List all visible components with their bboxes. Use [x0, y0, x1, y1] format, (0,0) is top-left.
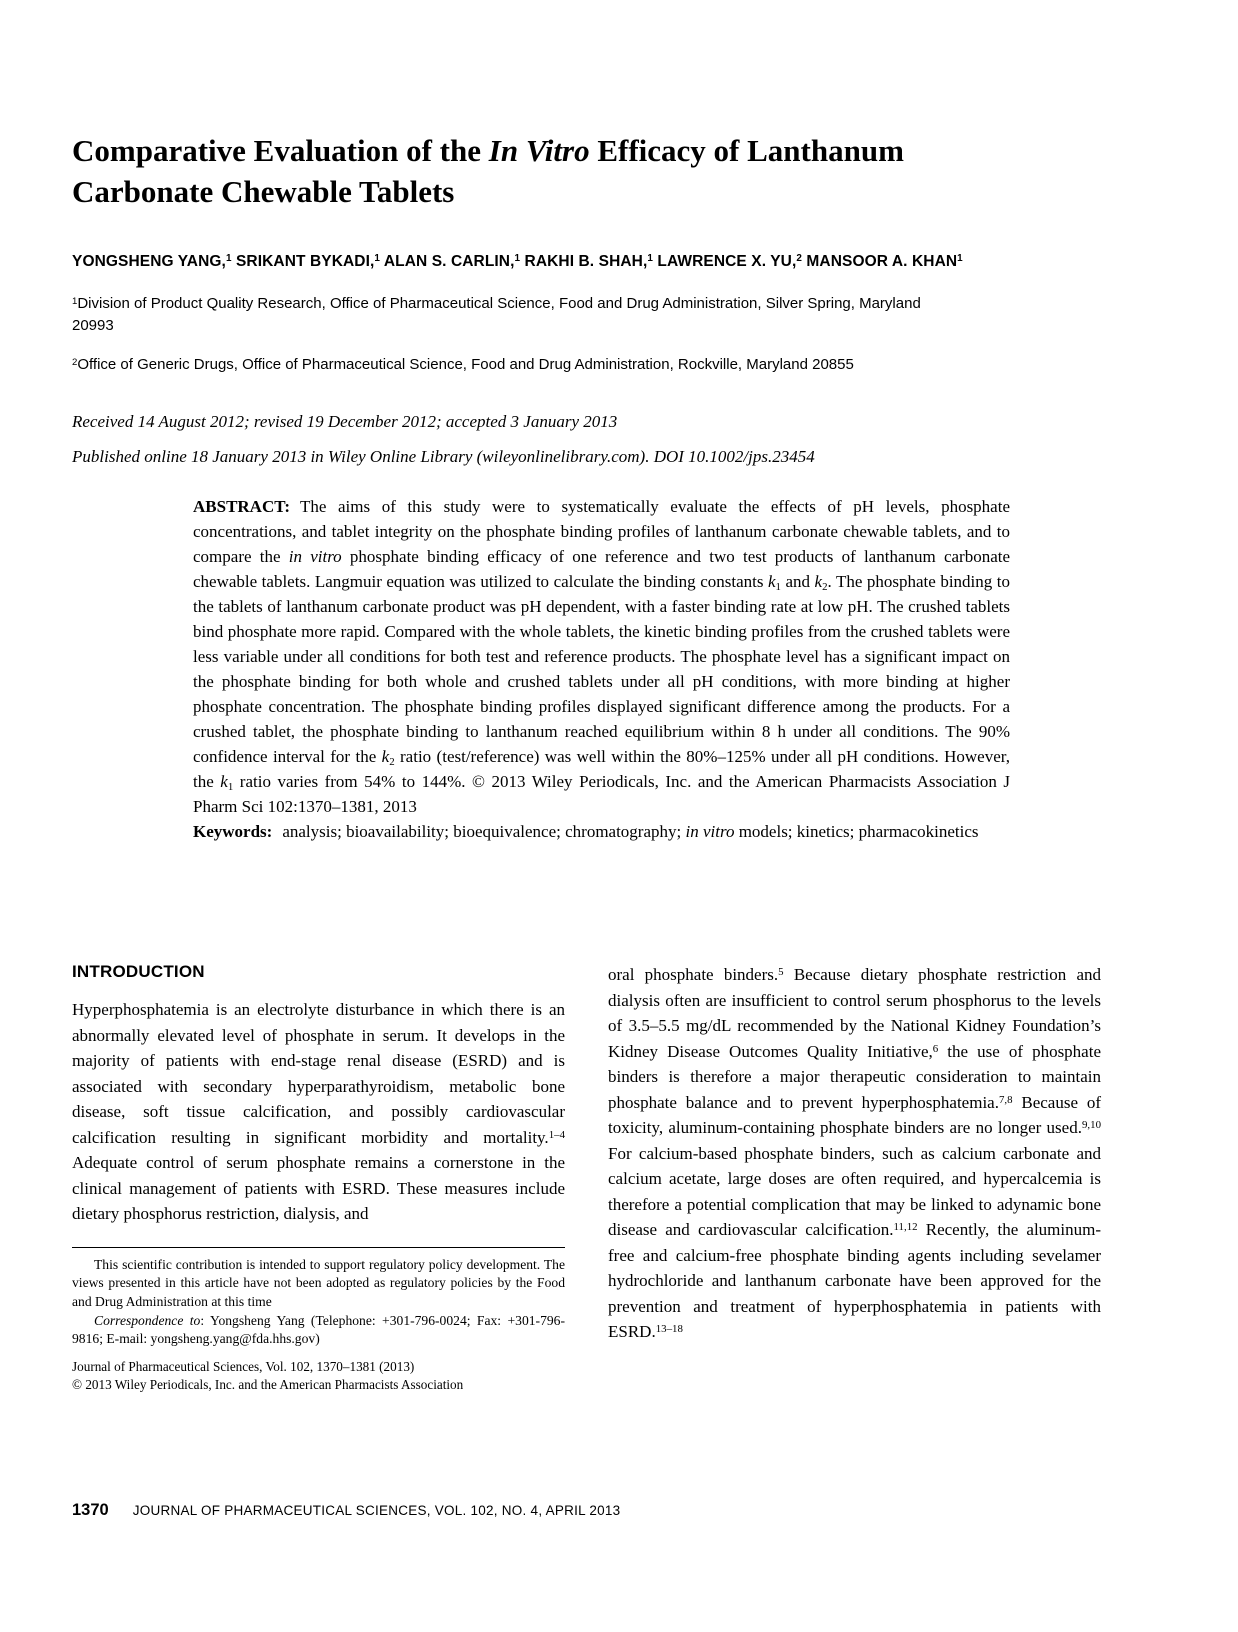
- abstract-section: [193, 494, 1010, 819]
- footer-journal-info: JOURNAL OF PHARMACEUTICAL SCIENCES, VOL. 102, NO. 4, APRIL 2013: [132, 1503, 621, 1518]
- footnote-journal-line: Journal of Pharmaceutical Sciences, Vol. 102, 1370–1381 (2013): [72, 1358, 415, 1374]
- page-footer: [72, 1501, 620, 1520]
- right-column: [608, 962, 1101, 1393]
- footnote-copyright-line: © 2013 Wiley Periodicals, Inc. and the American Pharmacists Association: [72, 1376, 464, 1392]
- two-column-body: [72, 962, 1102, 1393]
- keywords-section: [193, 819, 1010, 844]
- footnote-block: [72, 1247, 565, 1394]
- introduction-heading: INTRODUCTION: [72, 962, 205, 982]
- intro-paragraph-right: oral phosphate binders.$^5$ Because dietary phosphate restriction and dialysis often are insufficient to control serum phosphorus to the levels of 3.5–5.5 mg/dL recommended by the National Kidney Foundation’s Kidney Disease Outcomes Quality Initiative,$^6$ the use of phosphate binders is therefore a major therapeutic consideration to maintain phosphate balance and to prevent hyperphosphatemia.$^{7,8}$ Because of toxicity, aluminum-containing phosphate binders are no longer used.$^{9,10}$ For calcium-based phosphate binders, such as calcium carbonate and calcium acetate, large doses are often required, and hypercalcemia is therefore a potential complication that may be linked to adynamic bone disease and cardiovascular calcification.$^{11,12}$ Recently, the aluminum-free and calcium-free phosphate binding agents including sevelamer hydrochloride and lanthanum carbonate have been approved for the prevention and treatment of hyperphosphatemia in patients with ESRD.$^{13-18}$: [608, 965, 1102, 1342]
- abstract-label: ABSTRACT:: [193, 497, 290, 517]
- published-online-doi-line: Published online 18 January 2013 in Wiley Online Library (wileyonlinelibrary.com). DOI 10.1002/jps.23454: [72, 447, 815, 467]
- intro-paragraph-left: Hyperphosphatemia is an electrolyte disturbance in which there is an abnormally elevated level of phosphate in serum. It develops in the majority of patients with end-stage renal disease (ESRD) and is associated with secondary hyperparathyroidism, metabolic bone disease, soft tissue calcification, and possibly cardiovascular calcification resulting in significant morbidity and mortality.$^{1-4}$ Adequate control of serum phosphate remains a cornerstone in the clinical management of patients with ESRD. These measures include dietary phosphorus restriction, dialysis, and: [72, 1000, 565, 1224]
- authors-line: YONGSHENG YANG,$^1$ SRIKANT BYKADI,$^1$ ALAN S. CARLIN,$^1$ RAKHI B. SHAH,$^1$ LAWRENCE X. YU,$^2$ MANSOOR A. KHAN$^1$: [72, 252, 963, 270]
- footnote-divider: [72, 1247, 565, 1248]
- affiliation-1: $^1$Division of Product Quality Research, Office of Pharmaceutical Science, Food and Drug Administration, Silver Spring, Maryland 20993: [72, 294, 921, 335]
- abstract-text: The aims of this study were to systematically evaluate the effects of pH levels, phosphate concentrations, and tablet integrity on the phosphate binding profiles of lanthanum carbonate chewable tablets, and to compare the in vitro phosphate binding efficacy of one reference and two test products of lanthanum carbonate chewable tablets. Langmuir equation was utilized to calculate the binding constants $k_1$ and $k_2$. The phosphate binding to the tablets of lanthanum carbonate product was pH dependent, with a faster binding rate at low pH. The crushed tablets bind phosphate more rapid. Compared with the whole tablets, the kinetic binding profiles from the crushed tablets were less variable under all conditions for both test and reference products. The phosphate level has a significant impact on the phosphate binding for both whole and crushed tablets under all pH conditions, with more binding at higher phosphate concentration. The phosphate binding profiles displayed significant difference among the products. For a crushed tablet, the phosphate binding to lanthanum reached equilibrium within 8 h under all conditions. The 90% confidence interval for the $k_2$ ratio (test/reference) was well within the 80%–125% under all pH conditions. However, the $k_1$ ratio varies from 54% to 144%. © 2013 Wiley Periodicals, Inc. and the American Pharmacists Association J Pharm Sci 102:1370–1381, 2013: [193, 497, 1011, 817]
- keywords-label: Keywords:: [193, 822, 273, 842]
- left-column: [72, 962, 565, 1393]
- affiliation-2: $^2$Office of Generic Drugs, Office of Pharmaceutical Science, Food and Drug Administration, Rockville, Maryland 20855: [72, 355, 854, 373]
- keywords-text: analysis; bioavailability; bioequivalence; chromatography; in vitro models; kinetics; pharmacokinetics: [282, 822, 979, 842]
- page-content: [72, 0, 1102, 1394]
- received-revised-accepted-line: Received 14 August 2012; revised 19 December 2012; accepted 3 January 2013: [72, 412, 618, 432]
- page-number: 1370: [72, 1501, 109, 1519]
- footnote-disclaimer: This scientific contribution is intended to support regulatory policy development. The views presented in this article have not been adopted as regulatory policies by the Food and Drug Administration at this time: [72, 1256, 565, 1309]
- footnote-correspondence: Correspondence to: Yongsheng Yang (Telephone: +301-796-0024; Fax: +301-796-9816; E-mail: yongsheng.yang@fda.hhs.gov): [72, 1312, 565, 1347]
- article-title: Comparative Evaluation of the In Vitro Efficacy of Lanthanum Carbonate Chewable Tablets: [72, 133, 904, 209]
